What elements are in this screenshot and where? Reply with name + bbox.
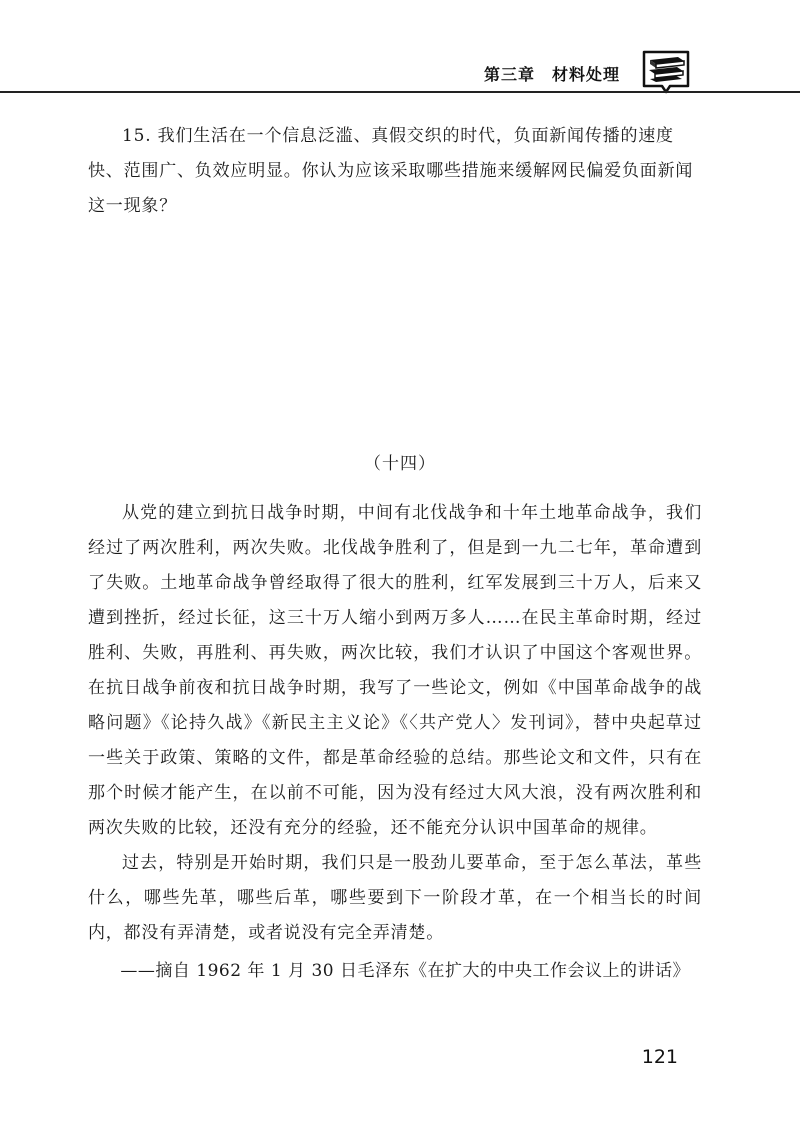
- question-block: [88, 119, 702, 224]
- question-text: 15. 我们生活在一个信息泛滥、真假交织的时代，负面新闻传播的速度快、范围广、负效应明显。你认为应该采取哪些措施来缓解网民偏爱负面新闻这一现象？: [88, 126, 694, 216]
- header-divider: [0, 91, 800, 93]
- page-header: [0, 0, 800, 100]
- passage-block: [88, 496, 702, 951]
- passage-paragraph-1: 从党的建立到抗日战争时期，中间有北伐战争和十年土地革命战争，我们经过了两次胜利，两次失败。北伐战争胜利了，但是到一九二七年，革命遭到了失败。土地革命战争曾经取得了很大的胜利，红军发展到三十万人，后来又遭到挫折，经过长征，这三十万人缩小到两万多人……在民主革命时期，经过胜利、失败，再胜利、再失败，两次比较，我们才认识了中国这个客观世界。在抗日战争前夜和抗日战争时期，我写了一些论文，例如《中国革命战争的战略问题》《论持久战》《新民主主义论》《〈共产党人〉发刊词》，替中央起草过一些关于政策、策略的文件，都是革命经验的总结。那些论文和文件，只有在那个时候才能产生，在以前不可能，因为没有经过大风大浪，没有两次胜利和两次失败的比较，还没有充分的经验，还不能充分认识中国革命的规律。: [88, 503, 702, 838]
- passage-paragraph-2: 过去，特别是开始时期，我们只是一股劲儿要革命，至于怎么革法，革些什么，哪些先革，哪些后革，哪些要到下一阶段才革，在一个相当长的时间内，都没有弄清楚，或者说没有完全弄清楚。: [88, 853, 702, 943]
- chapter-title: 第三章 材料处理: [483, 65, 620, 84]
- section-heading: （十四）: [364, 454, 436, 474]
- page-number: 121: [641, 1046, 678, 1068]
- passage-attribution: ——摘自 1962 年 1 月 30 日毛泽东《在扩大的中央工作会议上的讲话》: [120, 961, 690, 981]
